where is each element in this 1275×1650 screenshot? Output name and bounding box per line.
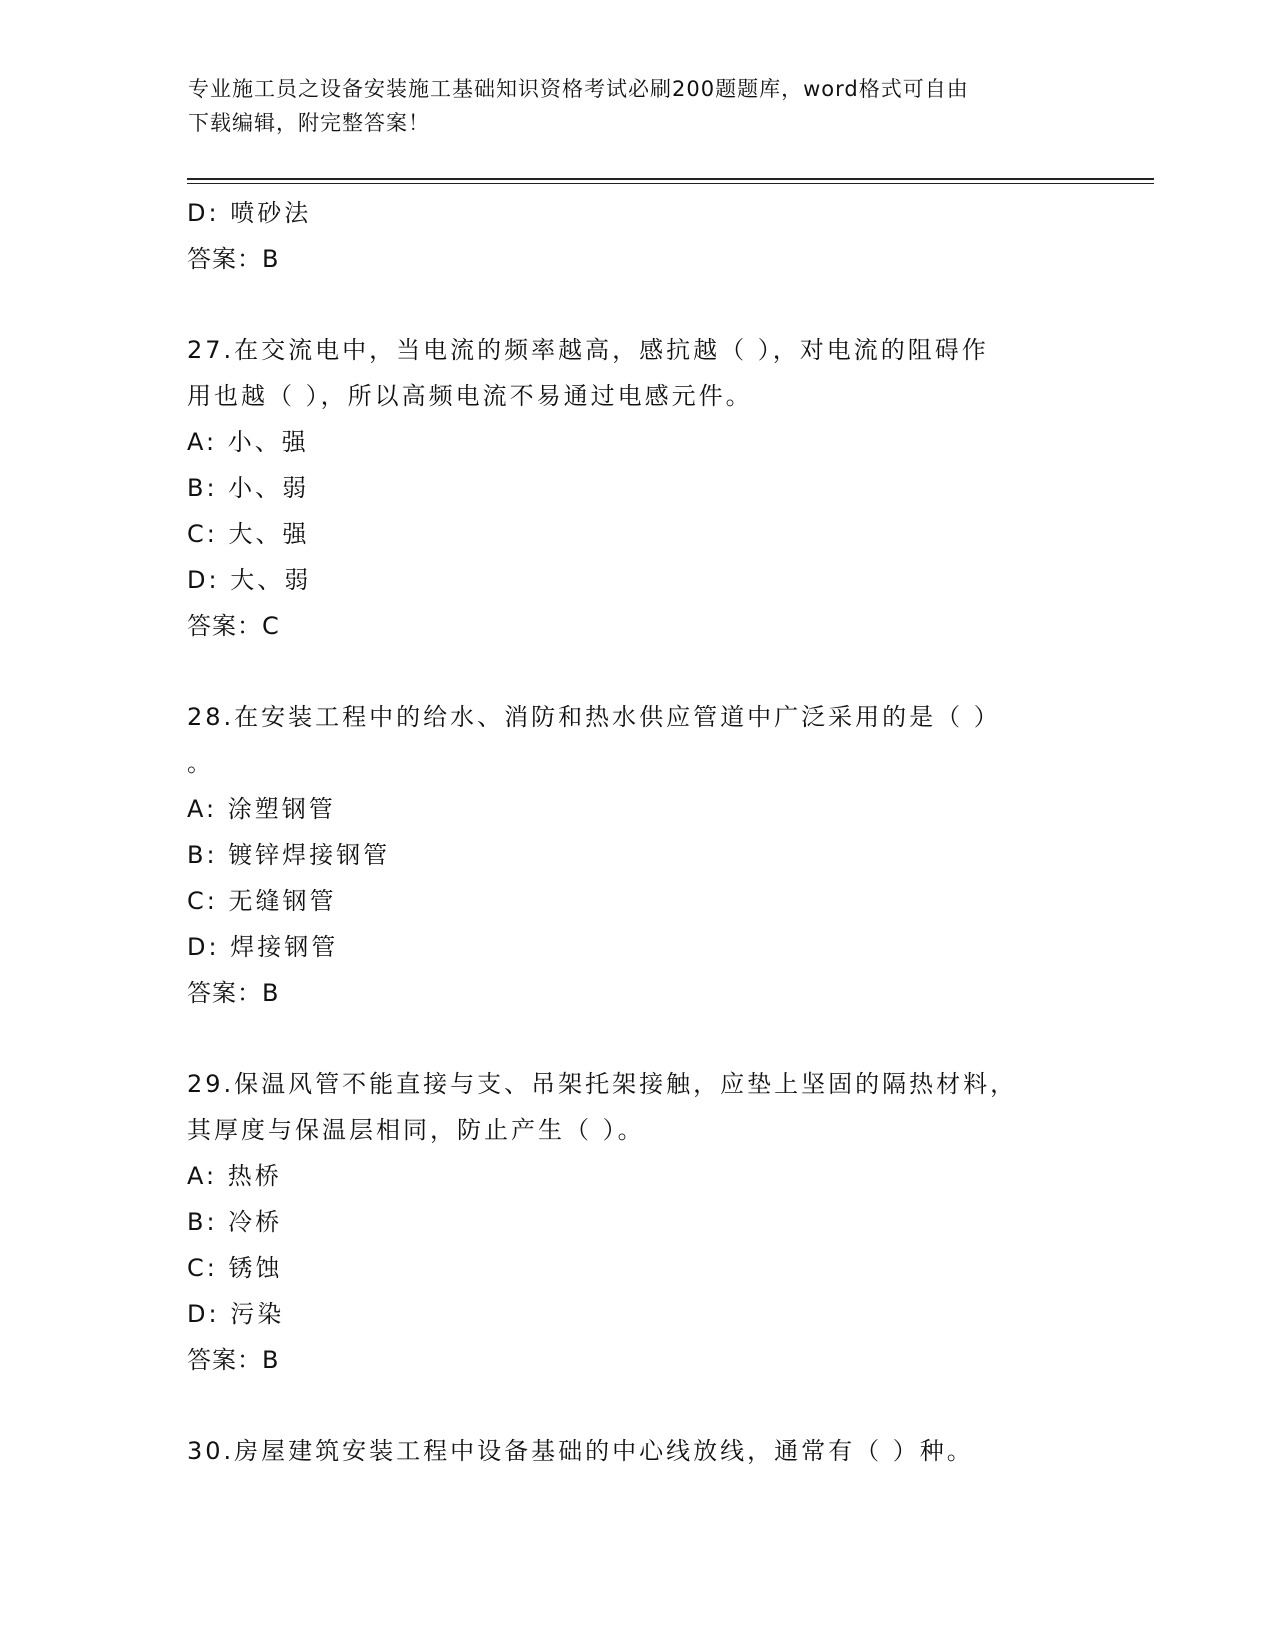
- header-rule-thin: [187, 183, 1154, 184]
- header-line-2: 下载编辑，附完整答案！: [188, 111, 430, 135]
- question-stem-line-1: 30.房屋建筑安装工程中设备基础的中心线放线，通常有（ ）种。: [187, 1437, 974, 1465]
- question-28: [187, 694, 1087, 1016]
- question-stem-line-1: 28.在安装工程中的给水、消防和热水供应管道中广泛采用的是（ ）: [187, 703, 1001, 731]
- option-c: C: 无缝钢管: [187, 887, 337, 915]
- option-c: C: 大、强: [187, 520, 310, 548]
- option-d: D: 大、弱: [187, 566, 312, 594]
- document-header: [188, 72, 1068, 140]
- answer: 答案：B: [187, 1346, 280, 1374]
- question-27: [187, 327, 1087, 649]
- option-d: D: 污染: [187, 1300, 285, 1328]
- answer: 答案：C: [187, 612, 280, 640]
- option-a: A: 涂塑钢管: [187, 795, 336, 823]
- option-c: C: 锈蚀: [187, 1254, 283, 1282]
- spacer: [187, 649, 1087, 694]
- question-29: [187, 1061, 1087, 1383]
- spacer: [187, 1383, 1087, 1428]
- spacer: [187, 1016, 1087, 1061]
- question-30: [187, 1428, 1087, 1474]
- question-stem-line-2: 。: [187, 749, 214, 777]
- option-a: A: 小、强: [187, 428, 309, 456]
- option-d: D: 喷砂法: [187, 199, 312, 227]
- option-b: B: 冷桥: [187, 1208, 283, 1236]
- previous-question-tail: [187, 190, 1087, 282]
- answer: 答案：B: [187, 979, 280, 1007]
- question-stem-line-1: 27.在交流电中，当电流的频率越高，感抗越（ ），对电流的阻碍作: [187, 336, 989, 364]
- question-stem-line-2: 用也越（ ），所以高频电流不易通过电感元件。: [187, 382, 753, 410]
- question-stem-line-1: 29.保温风管不能直接与支、吊架托架接触，应垫上坚固的隔热材料，: [187, 1070, 1018, 1098]
- header-line-1: 专业施工员之设备安装施工基础知识资格考试必刷200题题库，word格式可自由: [188, 77, 969, 101]
- option-d: D: 焊接钢管: [187, 933, 339, 961]
- option-a: A: 热桥: [187, 1162, 282, 1190]
- spacer: [187, 282, 1087, 327]
- header-rule-thick: [187, 178, 1154, 180]
- question-content: [187, 190, 1087, 1474]
- answer: 答案：B: [187, 245, 280, 273]
- option-b: B: 镀锌焊接钢管: [187, 841, 391, 869]
- option-b: B: 小、弱: [187, 474, 310, 502]
- question-stem-line-2: 其厚度与保温层相同，防止产生（ ）。: [187, 1116, 645, 1144]
